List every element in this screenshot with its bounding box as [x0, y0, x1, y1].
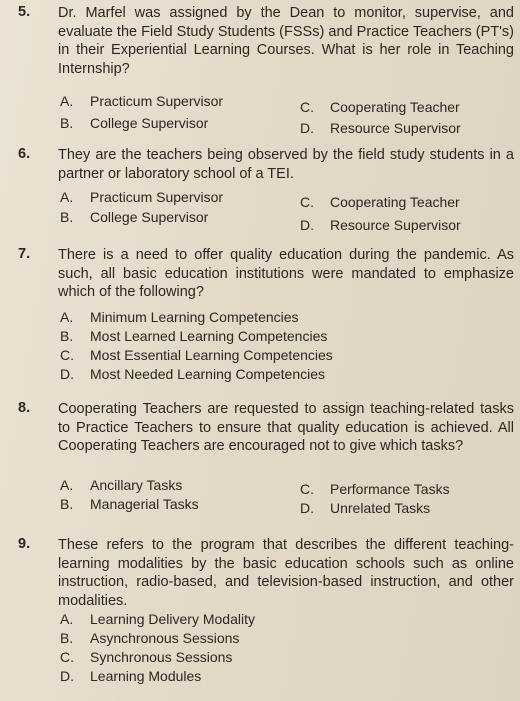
- option-a: A. Practicum Supervisor: [60, 189, 224, 205]
- option-b: B. Managerial Tasks: [60, 496, 199, 512]
- option-a: A. Ancillary Tasks: [60, 477, 183, 493]
- option-d: D. Resource Supervisor: [300, 217, 461, 233]
- question-text: Cooperating Teachers are requested to assign teaching-related tasks to Practice Teachers to ensure that quality education is achieved. All Cooperating Teachers are encouraged not to give which tasks?: [58, 401, 514, 454]
- question-text: There is a need to offer quality education during the pandemic. As such, all basic education institutions were mandated to emphasize which of the following?: [58, 247, 514, 300]
- question-number: 8.: [18, 400, 31, 416]
- option-a: A. Minimum Learning Competencies: [60, 309, 299, 325]
- option-b: B. College Supervisor: [60, 209, 209, 225]
- option-c: C. Performance Tasks: [300, 481, 450, 497]
- question-number: 9.: [18, 536, 31, 552]
- option-d: D. Learning Modules: [60, 668, 202, 684]
- option-c: C. Cooperating Teacher: [300, 194, 460, 210]
- option-b: B. College Supervisor: [60, 115, 209, 131]
- option-c: C. Synchronous Sessions: [60, 649, 233, 665]
- question-text: Dr. Marfel was assigned by the Dean to monitor, supervise, and evaluate the Field Study Students (FSSs) and Practice Teachers (PT's) in their Experiential Learning Courses. What is her role in Teaching Internship?: [58, 5, 514, 77]
- question-number: 7.: [18, 246, 31, 262]
- question-number: 6.: [18, 146, 31, 162]
- option-d: D. Resource Supervisor: [300, 120, 461, 136]
- option-a: A. Learning Delivery Modality: [60, 611, 255, 627]
- option-b: B. Most Learned Learning Competencies: [60, 328, 328, 344]
- option-d: D. Unrelated Tasks: [300, 500, 431, 516]
- option-b: B. Asynchronous Sessions: [60, 630, 240, 646]
- question-text: These refers to the program that describes the different teaching-learning modalities by the basic education schools such as online instruction, radio-based, and television-based instruction, and other modalities.: [58, 537, 514, 609]
- option-a: A. Practicum Supervisor: [60, 93, 224, 109]
- option-c: C. Cooperating Teacher: [300, 99, 460, 115]
- question-text: They are the teachers being observed by the field study students in a partner or laboratory school of a TEI.: [58, 147, 514, 182]
- option-c: C. Most Essential Learning Competencies: [60, 347, 333, 363]
- question-number: 5.: [18, 4, 31, 20]
- option-d: D. Most Needed Learning Competencies: [60, 366, 326, 382]
